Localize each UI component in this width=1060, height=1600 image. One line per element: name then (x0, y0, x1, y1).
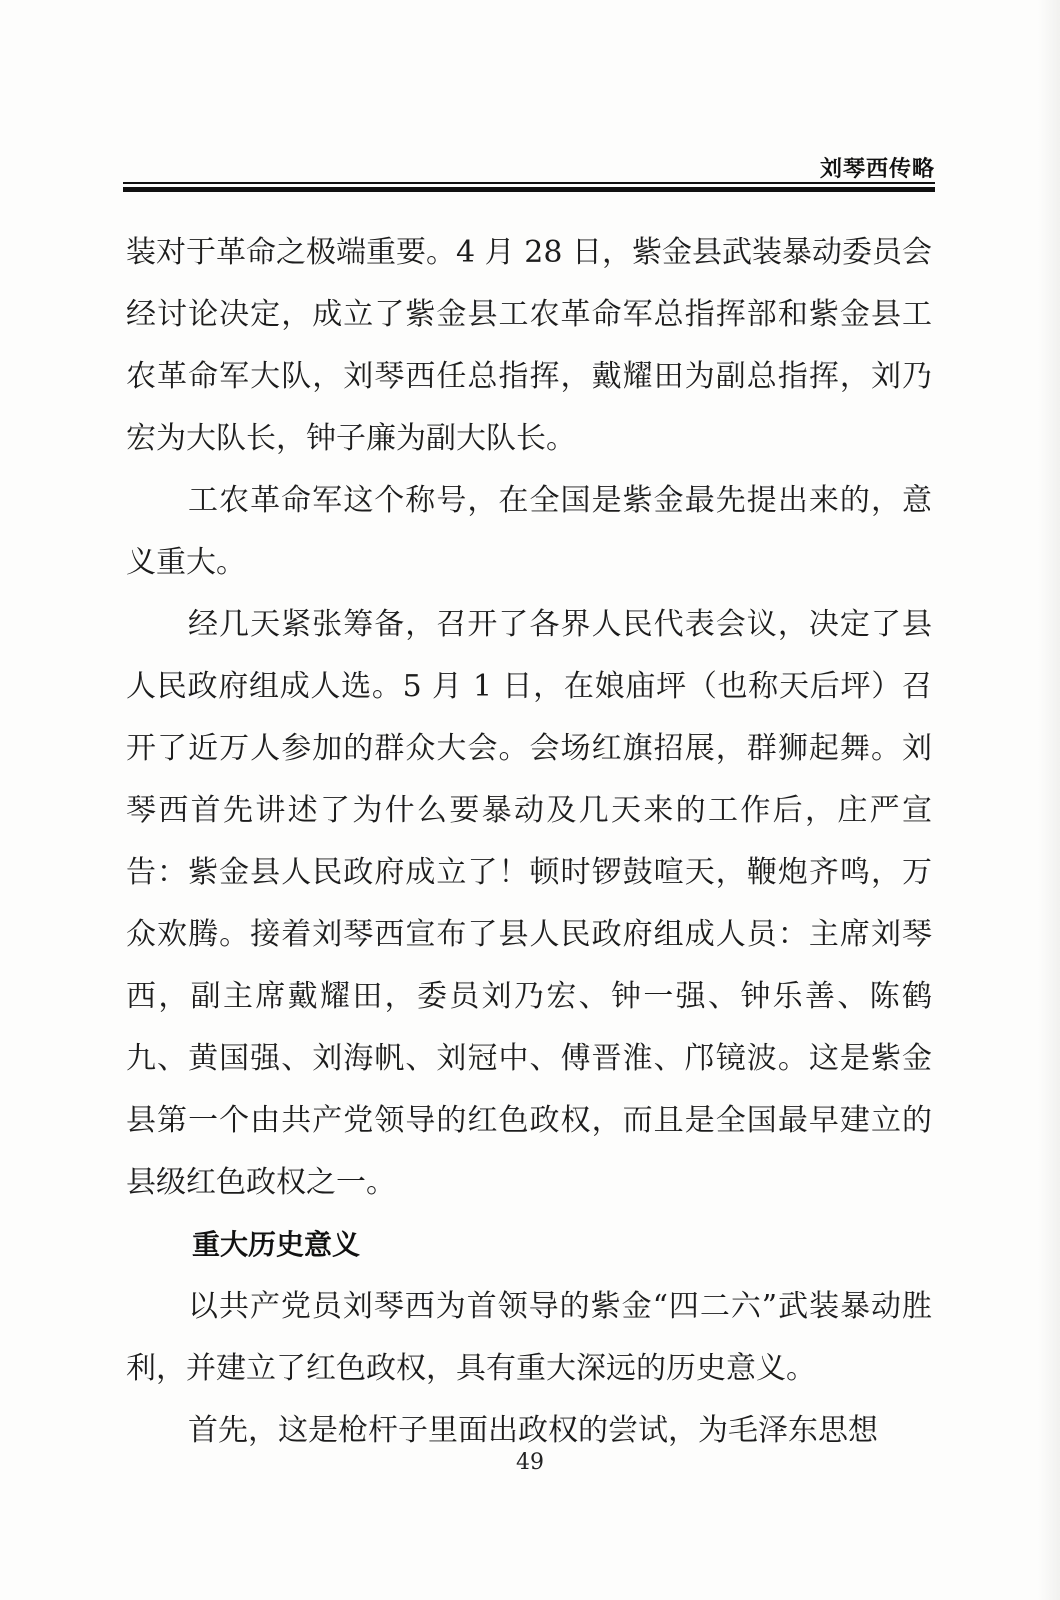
section-heading: 重大历史意义 (192, 1228, 361, 1261)
body-text (126, 222, 932, 1462)
paragraph: 以共产党员刘琴西为首领导的紫金“四二六”武装暴动胜利，并建立了红色政权，具有重大深远的历史意义。 (126, 1289, 932, 1386)
running-header-title: 刘琴西传略 (819, 157, 935, 182)
header-rule-thick (123, 187, 935, 192)
page-edge-shadow (1038, 0, 1060, 1600)
paragraph: 首先，这是枪杆子里面出政权的尝试，为毛泽东思想 (188, 1413, 878, 1448)
page-number: 49 (516, 1450, 544, 1475)
header-rule-thin (123, 182, 935, 184)
paragraph-continued: 装对于革命之极端重要。4 月 28 日，紫金县武装暴动委员会经讨论决定，成立了紫金县工农革命军总指挥部和紫金县工农革命军大队，刘琴西任总指挥，戴耀田为副总指挥，刘乃宏为大队长，钟子廉为副大队长。 (126, 235, 932, 456)
running-header (123, 150, 935, 192)
paragraph: 工农革命军这个称号，在全国是紫金最先提出来的，意义重大。 (126, 483, 932, 580)
paragraph: 经几天紧张筹备，召开了各界人民代表会议，决定了县人民政府组成人选。5 月 1 日，在娘庙坪（也称天后坪）召开了近万人参加的群众大会。会场红旗招展，群狮起舞。刘琴西首先讲述了为什么要暴动及几天来的工作后，庄严宣告：紫金县人民政府成立了！顿时锣鼓喧天，鞭炮齐鸣，万众欢腾。接着刘琴西宣布了县人民政府组成人员：主席刘琴西，副主席戴耀田，委员刘乃宏、钟一强、钟乐善、陈鹤九、黄国强、刘海帆、刘冠中、傅晋淮、邝镜波。这是紫金县第一个由共产党领导的红色政权，而且是全国最早建立的县级红色政权之一。 (126, 607, 932, 1200)
